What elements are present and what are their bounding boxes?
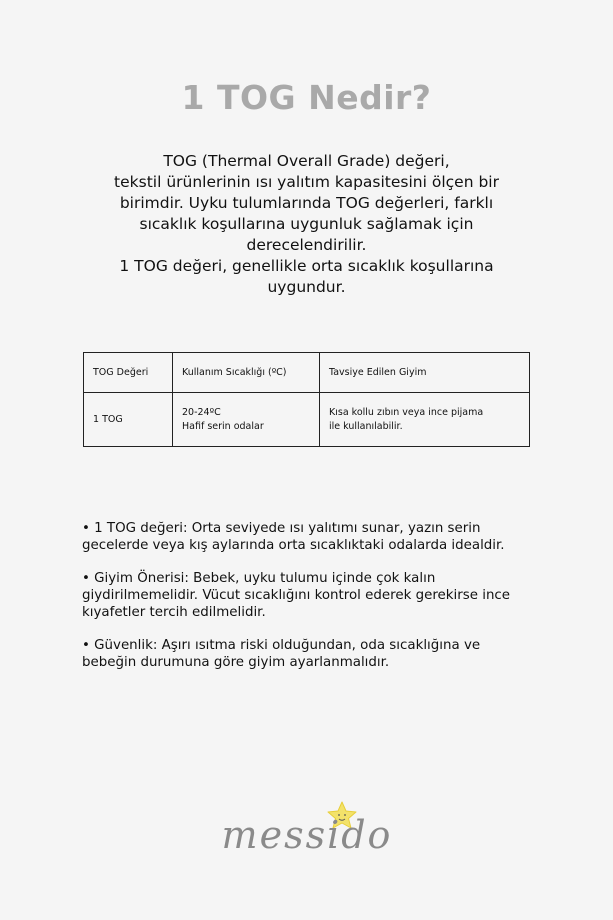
bullet-tog-value: • 1 TOG değeri: Orta seviyede ısı yalıtımı sunar, yazın serin gecelerde veya kış aylarında orta sıcaklıktaki odalarda idealdir. — [82, 521, 505, 553]
brand-wordmark: messido — [221, 813, 393, 857]
intro-line: TOG (Thermal Overall Grade) değeri, — [163, 152, 450, 170]
intro-line: birimdir. Uyku tulumlarında TOG değerleri, farklı — [119, 194, 494, 212]
cell-recommended-clothing — [320, 393, 530, 447]
page-title: 1 TOG Nedir? — [181, 78, 432, 117]
temperature-note: Hafif serin odalar — [182, 420, 264, 432]
tog-table — [83, 352, 530, 447]
bullet-safety: • Güvenlik: Aşırı ısıtma riski olduğundan, oda sıcaklığına ve bebeğin durumuna göre giyim ayarlanmalıdır. — [82, 638, 481, 670]
intro-line: sıcaklık koşullarına uygunluk sağlamak için — [139, 215, 474, 233]
cell-tog-value: 1 TOG — [84, 393, 173, 447]
clothing-line: Kısa kollu zıbın veya ince pijama — [329, 406, 484, 418]
header-usage-temperature: Kullanım Sıcaklığı (ºC) — [173, 353, 320, 393]
intro-line: uygundur. — [267, 278, 346, 296]
intro-line: 1 TOG değeri, genellikle orta sıcaklık koşullarına — [119, 257, 494, 275]
bullet-clothing-advice: • Giyim Önerisi: Bebek, uyku tulumu içinde çok kalın giydirilmemelidir. Vücut sıcaklığını kontrol ederek gerekirse ince kıyafetler tercih edilmelidir. — [82, 571, 511, 620]
table-row — [84, 393, 530, 447]
header-tog-value: TOG Değeri — [84, 353, 173, 393]
temperature-range: 20-24ºC — [182, 406, 221, 418]
info-bullets — [82, 520, 532, 687]
table-header-row — [84, 353, 530, 393]
cell-usage-temperature — [173, 393, 320, 447]
brand-logo — [195, 798, 420, 862]
intro-paragraph — [80, 151, 533, 298]
intro-line: derecelendirilir. — [246, 236, 367, 254]
clothing-line: ile kullanılabilir. — [329, 420, 403, 432]
intro-line: tekstil ürünlerinin ısı yalıtım kapasitesini ölçen bir — [114, 173, 499, 191]
header-recommended-clothing: Tavsiye Edilen Giyim — [320, 353, 530, 393]
